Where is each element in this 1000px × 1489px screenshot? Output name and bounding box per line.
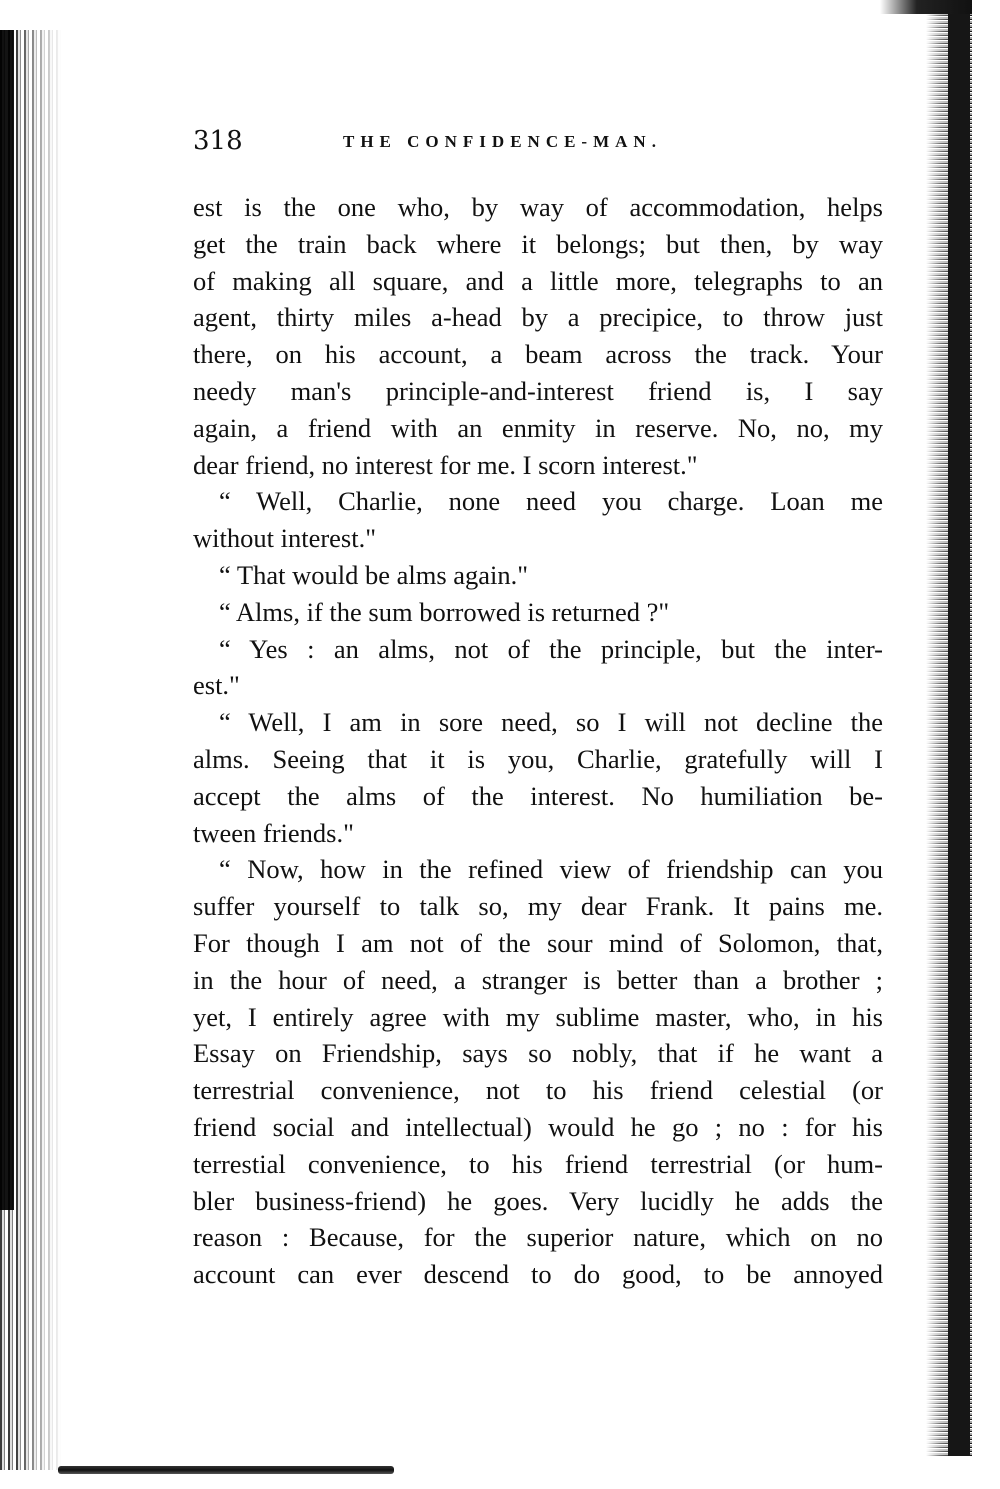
text-line: without interest.": [193, 523, 377, 554]
text-line: tween friends.": [193, 817, 354, 848]
text-line: terrestrial convenience, not to his friend celestial (or: [193, 1075, 883, 1106]
text-line: suffer yourself to talk so, my dear Frank. It pains me.: [193, 891, 883, 922]
text-line: again, a friend with an enmity in reserve. No, no, my: [193, 412, 883, 443]
text-line: “ Well, I am in sore need, so I will not decline the: [219, 707, 883, 738]
scan-bottom-edge: [58, 1466, 394, 1474]
text-line: alms. Seeing that it is you, Charlie, gratefully will I: [193, 743, 883, 774]
text-line: there, on his account, a beam across the track. Your: [193, 339, 883, 370]
text-line: Essay on Friendship, says so nobly, that if he want a: [193, 1038, 883, 1069]
text-line: of making all square, and a little more, telegraphs to an: [193, 265, 883, 296]
text-line: terrestial convenience, to his friend terrestrial (or hum-: [193, 1148, 883, 1179]
text-line: dear friend, no interest for me. I scorn interest.": [193, 449, 698, 480]
running-title: THE CONFIDENCE-MAN.: [343, 132, 662, 151]
text-line: in the hour of need, a stranger is better than a brother ;: [193, 964, 883, 995]
text-line: needy man's principle-and-interest friend is, I say: [193, 375, 883, 406]
text-line: bler business-friend) he goes. Very lucidly he adds the: [193, 1185, 883, 1216]
text-line: est is the one who, by way of accommodation, helps: [193, 192, 883, 222]
text-line: “ Now, how in the refined view of friendship can you: [219, 854, 883, 885]
text-line: “ Yes : an alms, not of the principle, but the inter-: [219, 633, 883, 664]
scan-page-edge: [948, 0, 970, 1456]
text-line: “ Well, Charlie, none need you charge. Loan me: [219, 486, 883, 517]
text-line: friend social and intellectual) would he go ; no : for his: [193, 1111, 883, 1142]
scan-page-edge-top: [880, 0, 972, 14]
text-line: “ That would be alms again.": [219, 559, 529, 590]
page-number: 318: [193, 126, 243, 156]
text-line: accept the alms of the interest. No humiliation be-: [193, 780, 883, 811]
text-line: yet, I entirely agree with my sublime master, who, in his: [193, 1001, 883, 1032]
body-text: [193, 189, 883, 1293]
text-line: get the train back where it belongs; but then, by way: [193, 228, 883, 259]
text-line: account can ever descend to do good, to be annoyed: [193, 1259, 883, 1290]
running-head: [193, 123, 893, 163]
text-line: est.": [193, 670, 240, 701]
text-line: agent, thirty miles a-head by a precipice, to throw just: [193, 302, 883, 333]
text-line: “ Alms, if the sum borrowed is returned ?": [219, 596, 670, 627]
text-line: reason : Because, for the superior nature, which on no: [193, 1222, 883, 1253]
scan-binding-edge: [0, 30, 62, 1470]
text-line: For though I am not of the sour mind of Solomon, that,: [193, 927, 883, 958]
